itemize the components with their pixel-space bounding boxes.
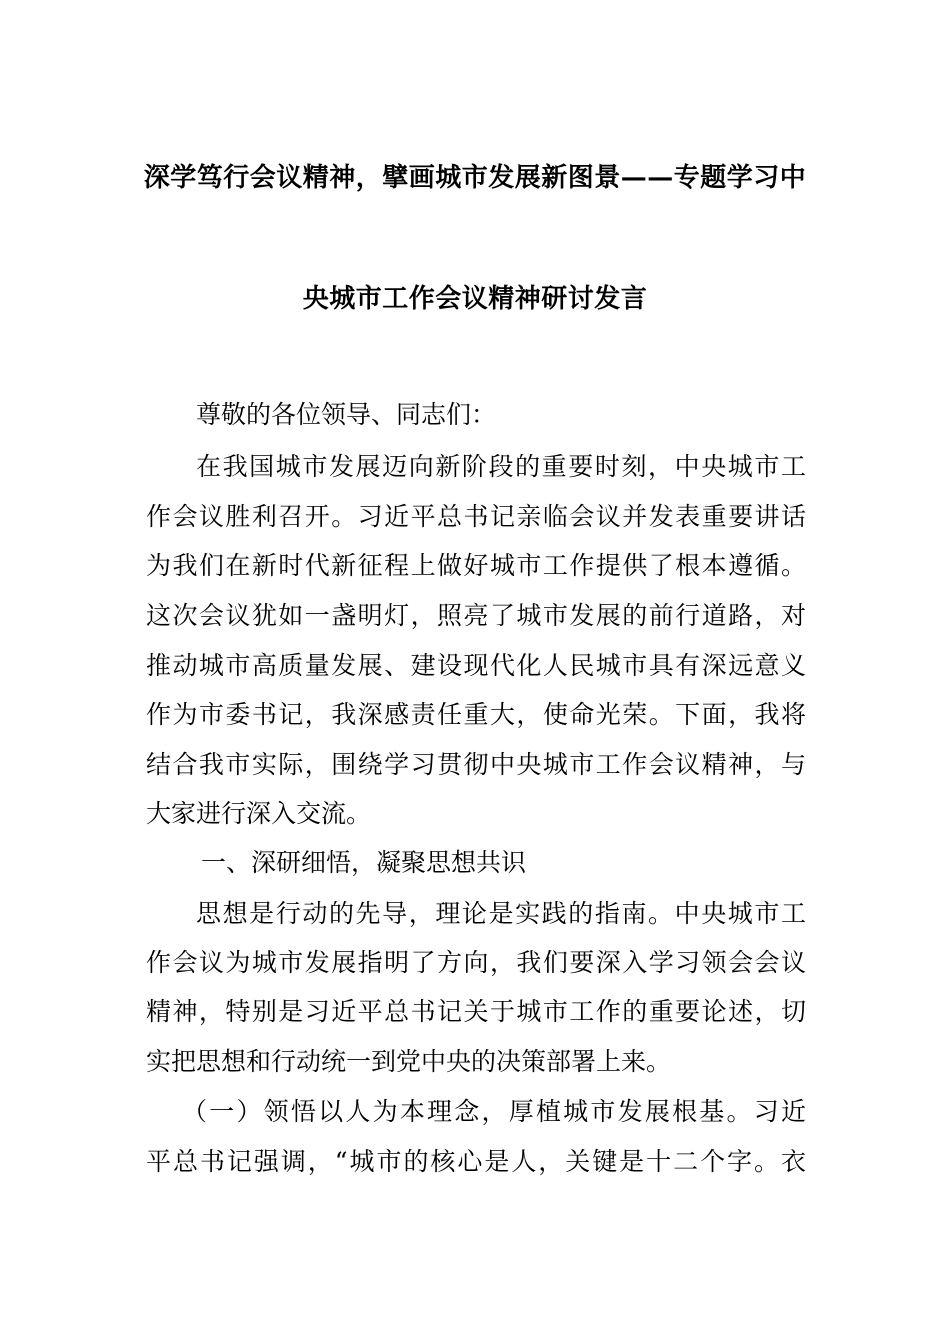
body-line: 作会议为城市发展指明了方向，我们要深入学习领会会议 [146,948,806,977]
body-line: 精神，特别是习近平总书记关于城市工作的重要论述，切 [146,997,806,1026]
body-line: 平总书记强调，“城市的核心是人，关键是十二个字。衣 [146,1147,806,1176]
body-line: 思想是行动的先导，理论是实践的指南。中央城市工 [196,899,806,928]
body-line: 作会议胜利召开。习近平总书记亲临会议并发表重要讲话 [146,502,806,531]
body-line: 为我们在新时代新征程上做好城市工作提供了根本遵循。 [146,551,806,580]
salutation: 尊敬的各位领导、同志们： [196,400,497,429]
subsection-line: （一）领悟以人为本理念，厚植城市发展根基。习近 [182,1097,806,1126]
body-line: 结合我市实际，围绕学习贯彻中央城市工作会议精神，与 [146,750,806,779]
body-line: 推动城市高质量发展、建设现代化人民城市具有深远意义 [146,651,806,680]
document-title-line-2: 央城市工作会议精神研讨发言 [302,284,648,314]
body-line: 在我国城市发展迈向新阶段的重要时刻，中央城市工 [196,452,806,481]
section-heading: 一、深研细悟，凝聚思想共识 [201,848,527,877]
body-line: 这次会议犹如一盏明灯，照亮了城市发展的前行道路，对 [146,601,806,630]
body-line: 作为市委书记，我深感责任重大，使命光荣。下面，我将 [146,700,806,729]
body-line: 实把思想和行动统一到党中央的决策部署上来。 [146,1047,672,1076]
document-title-line-1: 深学笃行会议精神，擘画城市发展新图景——专题学习中 [143,163,807,193]
body-line: 大家进行深入交流。 [146,799,372,828]
